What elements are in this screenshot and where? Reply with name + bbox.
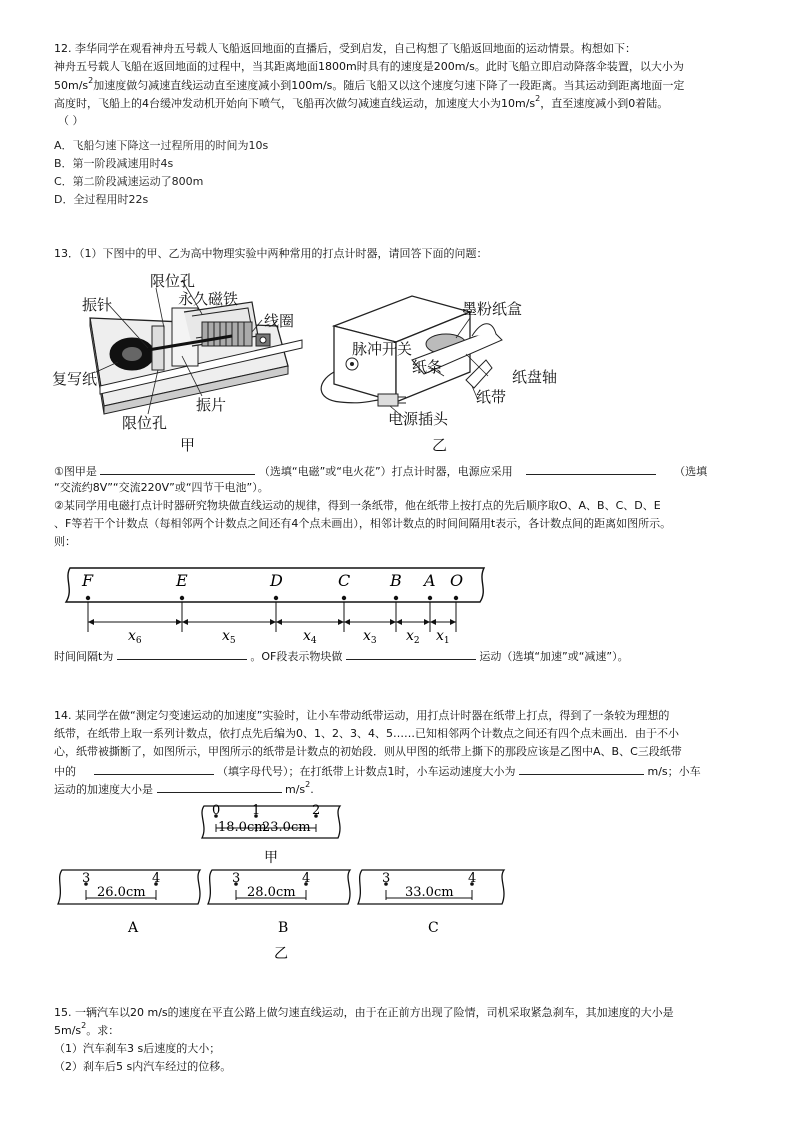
label-paper-tape: 纸带 (476, 388, 507, 406)
figure-tapes-yi (52, 866, 512, 962)
blank-timer-type[interactable] (100, 463, 255, 475)
label-carbon-paper: 复写纸 (52, 370, 98, 388)
arrowhead (396, 619, 402, 625)
q13-part1-line2: “交流约8V”“交流220V”或“四节干电池”）。 (54, 481, 269, 494)
label-paper-strip: 纸条 (412, 358, 443, 376)
q14-line4: 中的 （填字母代号）；在打纸带上计数点1时，小车运动速度大小为 m/s；小车 (54, 765, 701, 778)
blank-motion-type[interactable] (346, 648, 476, 660)
segment-label-x2: $x_2$ (406, 628, 420, 646)
tape-A-point-label: 4 (152, 871, 161, 886)
segment-label-x3: $x_3$ (363, 628, 377, 646)
jia-caption: 甲 (264, 850, 278, 866)
tape-A-distance: 26.0cm (97, 885, 146, 900)
arrowhead (270, 619, 276, 625)
arrowhead (430, 619, 436, 625)
q14-line5: 运动的加速度大小是 $m/s^2$. (54, 780, 314, 796)
q15-line2: $5m/s^2$。求： (54, 1021, 120, 1037)
tape-point-A: A (424, 571, 436, 590)
tape-B-point-label: 3 (232, 871, 241, 886)
arrowhead (390, 619, 396, 625)
tape-point-E: E (176, 571, 188, 590)
jia-distance-1: 18.0cm (218, 820, 267, 835)
segment-label-x1: $x_1$ (436, 628, 450, 646)
figure-jia-caption: 甲 (180, 436, 196, 454)
tape-B-caption: B (278, 920, 289, 936)
segment-label-x6: $x_6$ (128, 628, 142, 646)
tape-dot-B (394, 596, 398, 600)
arrowhead (88, 619, 94, 625)
label-ink-box: 墨粉纸盒 (462, 300, 523, 318)
jia-point-0: 0 (212, 803, 221, 818)
arrowhead (344, 619, 350, 625)
q13-part1-line1: ①图甲是 （选填“电磁”或“电火花”）打点计时器，电源应采用 （选填 (54, 465, 708, 478)
q12-line4: 高度时，飞船上的4台缓冲发动机开始向下喷气，飞船再次做匀减速直线运动，加速度大小为$10m/s^2$，直至速度减小到0着陆。 (54, 94, 669, 110)
blank-power-supply[interactable] (526, 463, 656, 475)
figure-paper-tape (60, 564, 490, 644)
q13-part2-line3: 则： (54, 535, 76, 548)
tape-B-point-label: 4 (302, 871, 311, 886)
jia-distance-2: 23.0cm (262, 820, 311, 835)
label-power-plug: 电源插头 (388, 410, 449, 428)
tape-point-D: D (270, 571, 283, 590)
label-permanent-magnet: 永久磁铁 (178, 290, 239, 308)
tape-dot-F (86, 596, 90, 600)
q14-line1: 14. 某同学在做“测定匀变速运动的加速度”实验时，让小车带动纸带运动，用打点计时器在纸带上打点，得到了一条较为理想的 (54, 709, 670, 722)
tape-dot-C (342, 596, 346, 600)
jia-point-1: 1 (252, 803, 261, 818)
tape-A-point-label: 3 (82, 871, 91, 886)
q15-sub1: （1）汽车刹车3 s后速度的大小； (54, 1042, 221, 1055)
arrowhead (338, 619, 344, 625)
tape-C-distance: 33.0cm (405, 885, 454, 900)
q12-line2: 神舟五号载人飞船在返回地面的过程中，当其距离地面1800m时具有的速度是200m/s。此时飞船立即启动降落伞装置，以大小为 (54, 60, 684, 73)
q13-intro: 13．（1）下图中的甲、乙为高中物理实验中两种常用的打点计时器，请回答下面的问题： (54, 247, 488, 260)
label-limit-hole-bottom: 限位孔 (122, 414, 168, 432)
blank-acceleration[interactable] (157, 781, 282, 793)
jia-point-2: 2 (312, 803, 321, 818)
label-vibrating-needle: 振针 (82, 296, 113, 314)
tape-point-F: F (82, 571, 94, 590)
figure-electromagnetic-timer (52, 266, 302, 456)
figure-tape-jia (198, 800, 348, 866)
yi-caption: 乙 (274, 946, 288, 962)
q13-part3: 时间间隔t为 。OF段表示物块做 运动（选填“加速”或“减速”）。 (54, 650, 629, 663)
tape-dot-E (180, 596, 184, 600)
label-coil: 线圈 (264, 312, 295, 330)
tape-point-O: O (450, 571, 464, 590)
tape-C-caption: C (428, 920, 439, 936)
q13-part2-line1: ②某同学用电磁打点计时器研究物块做直线运动的规律，得到一条纸带，他在纸带上按打点的先后顺序取O、A、B、C、D、E (54, 499, 661, 512)
q15-sub2: （2）刹车后5 s内汽车经过的位移。 (54, 1060, 232, 1073)
arrowhead (424, 619, 430, 625)
tape-A-caption: A (128, 920, 139, 936)
q12-option-b: B．第一阶段减速用时4s (54, 157, 174, 170)
segment-label-x4: $x_4$ (303, 628, 317, 646)
arrowhead (182, 619, 188, 625)
q14-line3: 心，纸带被撕断了，如图所示，甲图所示的纸带是计数点的初始段．则从甲图的纸带上撕下的那段应该是乙图中A、B、C三段纸带 (54, 745, 682, 758)
segment-label-x5: $x_5$ (222, 628, 236, 646)
q12-option-a: A．飞船匀速下降这一过程所用的时间为10s (54, 139, 269, 152)
tape-point-B: B (390, 571, 402, 590)
q12-option-c: C．第二阶段减速运动了800m (54, 175, 204, 188)
blank-velocity[interactable] (519, 763, 644, 775)
tape-dot-O (454, 596, 458, 600)
label-limit-hole-top: 限位孔 (150, 272, 196, 290)
tape-C-point-label: 3 (382, 871, 391, 886)
blank-tape-letter[interactable] (94, 763, 214, 775)
tape-dot-D (274, 596, 278, 600)
label-pulse-switch: 脉冲开关 (352, 340, 413, 358)
figure-yi-caption: 乙 (432, 436, 448, 454)
q14-line2: 纸带，在纸带上取一系列计数点，依打点先后编为0、1、2、3、4、5……已知相邻两个计数点之间还有四个点未画出．由于不小 (54, 727, 679, 740)
label-vibrating-strip: 振片 (196, 396, 227, 414)
q12-option-d: D．全过程用时22s (54, 193, 149, 206)
tape-B-distance: 28.0cm (247, 885, 296, 900)
label-reel-shaft: 纸盘轴 (512, 368, 558, 386)
blank-time-interval[interactable] (117, 648, 247, 660)
q13-part2-line2: 、F等若干个计数点（每相邻两个计数点之间还有4个点未画出），相邻计数点的时间间隔用t表示，各计数点间的距离如图所示。 (54, 517, 672, 530)
tape-C-point-label: 4 (468, 871, 477, 886)
q12-answer-paren: （ ） (58, 114, 84, 127)
arrowhead (176, 619, 182, 625)
arrowhead (276, 619, 282, 625)
q12-line1: 12. 李华同学在观看神舟五号载人飞船返回地面的直播后，受到启发，自己构想了飞船返回地面的运动情景。构想如下： (54, 42, 636, 55)
q15-line1: 15. 一辆汽车以20 m/s的速度在平直公路上做匀速直线运动，由于在正前方出现了险情，司机采取紧急刹车，其加速度的大小是 (54, 1006, 674, 1019)
q12-line3: $50m/s^2$加速度做匀减速直线运动直至速度减小到100m/s。随后飞船又以这个速度匀速下降了一段距离。当其运动到距离地面一定 (54, 76, 685, 92)
tape-dot-A (428, 596, 432, 600)
tape-point-C: C (338, 571, 351, 590)
figure-spark-timer (316, 290, 558, 456)
arrowhead (450, 619, 456, 625)
